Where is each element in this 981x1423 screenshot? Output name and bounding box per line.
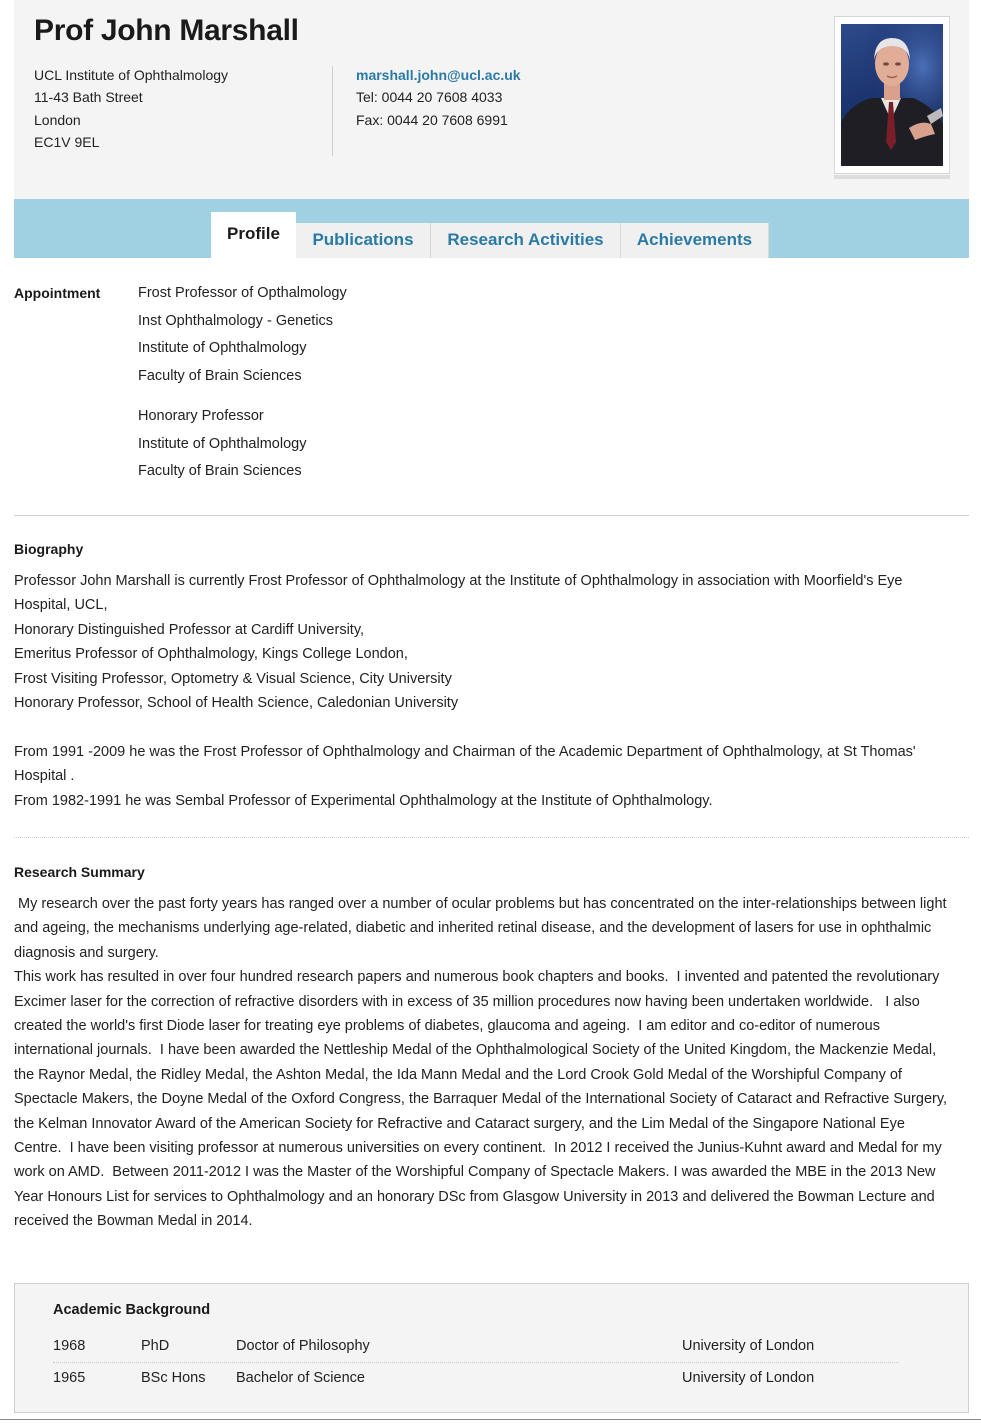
appointment-item: Institute of Ophthalmology xyxy=(138,340,307,356)
contact-details xyxy=(356,64,521,131)
research-line: and ageing, the mechanisms underlying age-related, diabetic and inherited retinal disease, and the development of lasers for use in ophthalmic xyxy=(14,920,932,937)
research-line: international journals. I have been awarded the Nettleship Medal of the Ophthalmological Society of the United Kingdom, the Mackenzie Medal, xyxy=(14,1042,937,1059)
appointment-item: Faculty of Brain Sciences xyxy=(138,463,302,479)
biography-line: Emeritus Professor of Ophthalmology, Kings College London, xyxy=(14,646,408,663)
appointment-item: Faculty of Brain Sciences xyxy=(138,367,302,384)
tab-research-activities[interactable]: Research Activities xyxy=(431,223,621,258)
tab-achievements[interactable]: Achievements xyxy=(621,223,769,258)
email-link[interactable]: marshall.john@ucl.ac.uk xyxy=(356,67,521,83)
appointment-item: Honorary Professor xyxy=(138,408,264,424)
degree-abbrev: BSc Hons xyxy=(141,1370,206,1386)
fax: Fax: 0044 20 7608 6991 xyxy=(356,111,508,128)
biography-line: From 1982-1991 he was Sembal Professor of Experimental Ophthalmology at the Institute of Ophthalmology. xyxy=(14,792,713,809)
biography-line: Professor John Marshall is currently Frost Professor of Ophthalmology at the Institute of Ophthalmology in association with Moorfield's Eye xyxy=(14,573,903,589)
biography-line: Hospital . xyxy=(14,768,75,785)
biography-line: Frost Visiting Professor, Optometry & Visual Science, City University xyxy=(14,670,452,687)
research-summary-text xyxy=(14,892,972,1234)
appointment-gap xyxy=(138,392,347,405)
postal-address xyxy=(34,64,228,153)
tab-publications[interactable]: Publications xyxy=(296,223,431,258)
address-line: UCL Institute of Ophthalmology xyxy=(34,67,229,83)
biography-line: Hospital, UCL, xyxy=(14,597,108,614)
photo-shadow xyxy=(834,175,950,179)
degree-year: 1968 xyxy=(53,1338,86,1354)
degree-title: Bachelor of Science xyxy=(236,1370,365,1386)
section-divider xyxy=(14,837,969,838)
profile-photo-frame xyxy=(834,16,950,174)
research-line: Excimer laser for the correction of refractive disorders with in excess of 35 million procedures now having been undertaken worldwide. I also xyxy=(14,993,920,1010)
biography-line: Honorary Professor, School of Health Science, Caledonian University xyxy=(14,695,459,712)
biography-line: Honorary Distinguished Professor at Cardiff University, xyxy=(14,621,365,638)
address-line: London xyxy=(34,111,81,128)
research-line: the Kelman Innovator Award of the American Society for Refractive and Cataract surgery, and the Lim Medal of the Singapore National Eye xyxy=(14,1115,905,1132)
table-row xyxy=(53,1363,899,1394)
research-line: the Raynor Medal, the Ridley Medal, the Ashton Medal, the Ida Mann Medal and the Lord Crook Gold Medal of the Worshipful Company of xyxy=(14,1066,902,1083)
biography-blank-line xyxy=(14,715,972,739)
academic-background-panel xyxy=(14,1283,969,1413)
degree-abbrev: PhD xyxy=(141,1338,170,1354)
profile-header xyxy=(14,0,969,199)
biography-line: From 1991 -2009 he was the Frost Professor of Ophthalmology and Chairman of the Academic Department of Ophthalmology, at St Thomas' xyxy=(14,743,916,760)
research-line: My research over the past forty years has ranged over a number of ocular problems but has concentrated on the inter-relationships between light xyxy=(14,896,947,912)
research-line: Centre. I have been visiting professor at numerous universities on every continent. In 2012 I received the Junius-Kuhnt award and Medal for my xyxy=(14,1140,942,1157)
research-line: Spectacle Makers, the Doyne Medal of the Oxford Congress, the Barraquer Medal of the International Society of Cataract and Refractive Surgery, xyxy=(14,1091,948,1108)
research-line: This work has resulted in over four hundred research papers and numerous book chapters and books. I invented and patented the revolutionary xyxy=(14,969,940,986)
degree-institution: University of London xyxy=(682,1338,815,1354)
research-line: diagnosis and surgery. xyxy=(14,944,159,961)
tab-bar xyxy=(14,199,969,258)
portrait-image xyxy=(841,24,943,166)
research-line: created the world's first Diode laser for treating eye problems of diabetes, glaucoma and ageing. I am editor and co-editor of numerous xyxy=(14,1018,880,1035)
appointment-item: Inst Ophthalmology - Genetics xyxy=(138,312,334,329)
table-row xyxy=(53,1331,899,1363)
degree-institution: University of London xyxy=(682,1370,815,1386)
academic-background-heading: Academic Background xyxy=(53,1302,211,1318)
tab-profile[interactable]: Profile xyxy=(211,212,296,258)
research-line: Year Honours List for services to Ophthalmology and an honorary DSc from Glasgow University in 2013 and delivered the Bowman Lecture and xyxy=(14,1188,935,1205)
appointment-item: Institute of Ophthalmology xyxy=(138,435,307,452)
page-title: Prof John Marshall xyxy=(34,14,299,47)
telephone: Tel: 0044 20 7608 4033 xyxy=(356,89,503,106)
research-summary-heading: Research Summary xyxy=(14,864,145,880)
degree-year: 1965 xyxy=(53,1370,86,1386)
appointment-list xyxy=(138,282,347,488)
biography-text xyxy=(14,569,972,813)
research-line: work on AMD. Between 2011-2012 I was the Master of the Worshipful Company of Spectacle Makers. I was awarded the MBE in the 2013 New xyxy=(14,1164,936,1181)
address-line: EC1V 9EL xyxy=(34,133,100,150)
degree-title: Doctor of Philosophy xyxy=(236,1338,370,1354)
section-divider xyxy=(14,515,969,516)
biography-heading: Biography xyxy=(14,541,84,557)
appointment-heading: Appointment xyxy=(14,285,101,301)
profile-photo xyxy=(841,24,943,166)
page-bottom-border xyxy=(0,1419,981,1420)
appointment-item: Frost Professor of Opthalmology xyxy=(138,285,347,301)
research-line: received the Bowman Medal in 2014. xyxy=(14,1213,253,1230)
address-line: 11-43 Bath Street xyxy=(34,89,143,106)
header-divider xyxy=(332,66,333,156)
